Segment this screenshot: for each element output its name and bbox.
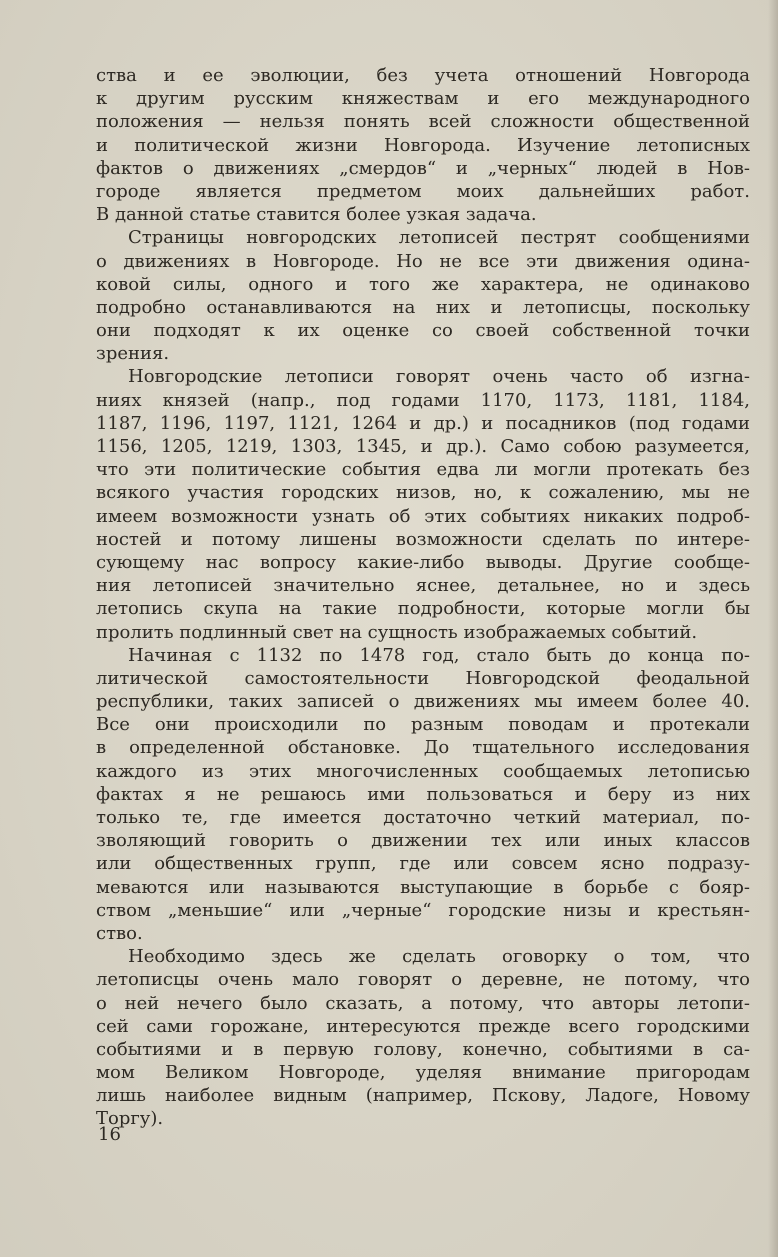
text-line: зволяющий говорить о движении тех или иных классов <box>96 830 750 852</box>
text-line: ковой силы, одного и того же характера, не одинаково <box>96 273 750 295</box>
text-line: только те, где имеется достаточно четкий материал, по- <box>96 807 750 828</box>
text-line: ством „меньшие“ или „черные“ городские низы и крестьян- <box>96 899 750 921</box>
text-line: ниях князей (напр., под годами 1170, 1173, 1181, 1184, <box>96 389 750 411</box>
text-line: ностей и потому лишены возможности сделать по интере- <box>96 528 750 550</box>
text-line: в определенной обстановке. До тщательного исследования <box>96 737 750 759</box>
text-line: о ней нечего было сказать, а потому, что авторы летопи- <box>96 992 750 1014</box>
text-line: фактах я не решаюсь ими пользоваться и беру из них <box>96 783 750 805</box>
text-line: 1187, 1196, 1197, 1121, 1264 и др.) и посадников (под годами <box>96 412 750 434</box>
text-line: лишь наиболее видным (например, Пскову, Ладоге, Новому <box>96 1085 750 1107</box>
body-text <box>96 64 750 1131</box>
text-line: каждого из этих многочисленных сообщаемых летописью <box>96 760 750 782</box>
text-line: Все они происходили по разным поводам и протекали <box>96 714 750 736</box>
text-line: 1156, 1205, 1219, 1303, 1345, и др.). Само собою разумеется, <box>96 436 750 457</box>
text-line: Торгу). <box>96 1108 164 1130</box>
text-line: городе является предметом моих дальнейших работ. <box>96 180 750 202</box>
text-line: о движениях в Новгороде. Но не все эти движения одина- <box>96 250 750 272</box>
text-line: меваются или называются выступающие в борьбе с бояр- <box>96 876 750 898</box>
text-line: ства и ее эволюции, без учета отношений Новгорода <box>96 65 750 86</box>
text-line: сующему нас вопросу какие-либо выводы. Другие сообще- <box>96 551 750 573</box>
text-line: или общественных групп, где или совсем ясно подразу- <box>96 853 750 875</box>
text-line: сей сами горожане, интересуются прежде всего городскими <box>96 1015 750 1037</box>
text-line: всякого участия городских низов, но, к сожалению, мы не <box>96 482 750 504</box>
text-line: литической самостоятельности Новгородской феодальной <box>96 667 750 689</box>
text-line: В данной статье ставится более узкая задача. <box>96 204 537 226</box>
text-line: Начиная с 1132 по 1478 год, стало быть до конца по- <box>128 644 750 666</box>
text-line: зрения. <box>96 343 170 365</box>
text-line: событиями и в первую голову, конечно, событиями в са- <box>96 1038 750 1060</box>
text-line: ство. <box>96 922 143 944</box>
book-spine-shadow <box>768 0 778 1257</box>
text-line: Новгородские летописи говорят очень часто об изгна- <box>128 366 750 388</box>
text-line: мом Великом Новгороде, уделяя внимание пригородам <box>96 1062 750 1084</box>
text-line: положения — нельзя понять всей сложности общественной <box>96 111 750 133</box>
text-line: республики, таких записей о движениях мы имеем более 40. <box>96 691 750 713</box>
page-number: 16 <box>98 1124 121 1145</box>
text-line: летопись скупа на такие подробности, которые могли бы <box>96 598 750 620</box>
text-line: что эти политические события едва ли могли протекать без <box>96 459 750 481</box>
text-line: имеем возможности узнать об этих событиях никаких подроб- <box>96 505 750 527</box>
text-line: к другим русским княжествам и его международного <box>96 88 750 110</box>
text-line: и политической жизни Новгорода. Изучение летописных <box>96 134 750 156</box>
text-line: пролить подлинный свет на сущность изображаемых событий. <box>96 621 698 643</box>
text-line: летописцы очень мало говорят о деревне, не потому, что <box>96 969 750 991</box>
text-line: подробно останавливаются на них и летописцы, поскольку <box>96 296 750 318</box>
text-line: фактов о движениях „смердов“ и „черных“ людей в Нов- <box>96 157 750 179</box>
text-line: ния летописей значительно яснее, детальнее, но и здесь <box>96 575 750 597</box>
text-line: они подходят к их оценке со своей собственной точки <box>96 320 750 342</box>
text-line: Страницы новгородских летописей пестрят сообщениями <box>128 227 750 249</box>
text-line: Необходимо здесь же сделать оговорку о том, что <box>128 946 750 968</box>
